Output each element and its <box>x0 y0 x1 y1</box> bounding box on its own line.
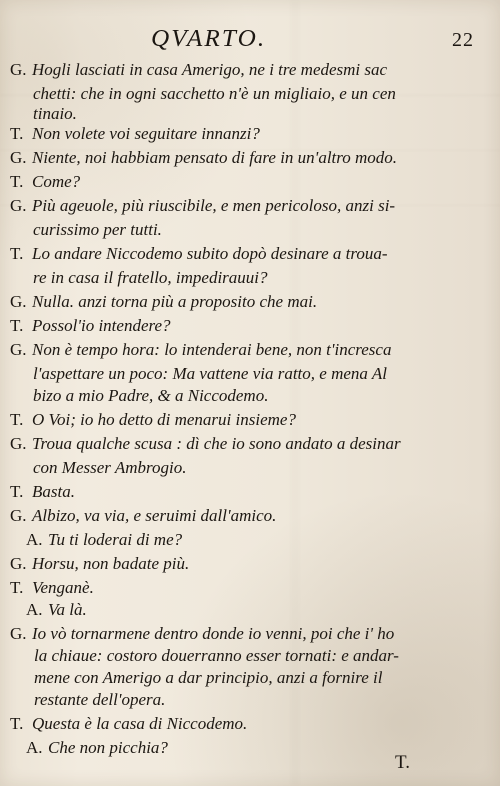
dialogue-line <box>10 196 470 216</box>
dialogue-line <box>10 60 470 80</box>
dialogue-line <box>10 434 470 454</box>
speaker-label: T. <box>10 124 24 143</box>
line-text: chetti: che in ogni sacchetto n'è un migliaio, e un cen <box>33 84 396 103</box>
line-text: Horsu, non badate più. <box>32 554 190 573</box>
speaker-label: T. <box>10 714 24 733</box>
dialogue-line <box>33 458 493 478</box>
dialogue-line <box>10 410 470 430</box>
speaker-label: T. <box>10 244 24 263</box>
dialogue-line <box>26 530 486 550</box>
line-text: Albizo, va via, e seruimi dall'amico. <box>32 506 277 525</box>
speaker-label: T. <box>10 578 24 597</box>
line-text: Hogli lasciati in casa Amerigo, ne i tre medesmi sac <box>32 60 388 79</box>
line-text: mene con Amerigo a dar principio, anzi a fornire il <box>34 668 383 687</box>
dialogue-line <box>10 148 470 168</box>
speaker-label: A. <box>26 600 43 619</box>
dialogue-line <box>10 172 470 192</box>
speaker-label: A. <box>26 738 43 757</box>
line-text: bizo a mio Padre, & a Niccodemo. <box>33 386 269 405</box>
line-text: Che non picchia? <box>48 738 168 757</box>
speaker-label: T. <box>10 410 24 429</box>
dialogue-line <box>33 220 493 240</box>
line-text: Basta. <box>32 482 75 501</box>
line-text: la chiaue: costoro douerranno esser tornati: e andar- <box>34 646 399 665</box>
speaker-label: G. <box>10 554 27 573</box>
line-text: Niente, noi habbiam pensato di fare in un'altro modo. <box>32 148 398 167</box>
line-text: con Messer Ambrogio. <box>33 458 187 477</box>
dialogue-line <box>34 668 494 688</box>
page-number: 22 <box>452 29 474 51</box>
speaker-label: G. <box>10 148 27 167</box>
line-text: Questa è la casa di Niccodemo. <box>32 714 248 733</box>
line-text: Come? <box>32 172 81 191</box>
line-text: Troua qualche scusa : dì che io sono andato a desinar <box>32 434 401 453</box>
speaker-label: G. <box>10 506 27 525</box>
line-text: Io vò tornarmene dentro donde io venni, poi che i' ho <box>32 624 395 643</box>
dialogue-line <box>34 646 494 666</box>
dialogue-line <box>10 244 470 264</box>
line-text: Non è tempo hora: lo intenderai bene, non t'incresca <box>32 340 392 359</box>
dialogue-line <box>10 316 470 336</box>
dialogue-line <box>10 506 470 526</box>
speaker-label: G. <box>10 60 27 79</box>
dialogue-line <box>10 124 470 144</box>
catchword: T. <box>395 752 410 773</box>
dialogue-line <box>34 690 494 710</box>
dialogue-line <box>10 578 470 598</box>
dialogue-line <box>10 292 470 312</box>
running-title: QVARTO. <box>151 26 267 52</box>
line-text: Lo andare Niccodemo subito dopò desinare a troua- <box>32 244 388 263</box>
line-text: Nulla. anzi torna più a proposito che mai. <box>32 292 318 311</box>
line-text: Tu ti loderai di me? <box>48 530 183 549</box>
dialogue-line <box>26 600 486 620</box>
line-text: O Voi; io ho detto di menarui insieme? <box>32 410 296 429</box>
speaker-label: G. <box>10 196 27 215</box>
speaker-label: A. <box>26 530 43 549</box>
speaker-label: G. <box>10 624 27 643</box>
dialogue-line <box>10 554 470 574</box>
dialogue-line <box>10 340 470 360</box>
dialogue-line <box>33 268 493 288</box>
line-text: tinaio. <box>33 104 77 123</box>
line-text: Possol'io intendere? <box>32 316 171 335</box>
speaker-label: T. <box>10 316 24 335</box>
dialogue-line <box>26 738 486 758</box>
dialogue-line <box>33 386 493 406</box>
dialogue-line <box>33 104 493 124</box>
line-text: restante dell'opera. <box>34 690 166 709</box>
dialogue-line <box>33 364 493 384</box>
speaker-label: T. <box>10 482 24 501</box>
line-text: Va là. <box>48 600 87 619</box>
speaker-label: G. <box>10 292 27 311</box>
line-text: curissimo per tutti. <box>33 220 162 239</box>
dialogue-line <box>33 84 493 104</box>
line-text: Venganè. <box>32 578 94 597</box>
line-text: re in casa il fratello, impedirauui? <box>33 268 268 287</box>
line-text: Più ageuole, più riuscibile, e men pericoloso, anzi si- <box>32 196 396 215</box>
dialogue-line <box>10 714 470 734</box>
line-text: l'aspettare un poco: Ma vattene via ratto, e mena Al <box>33 364 387 383</box>
line-text: Non volete voi seguitare innanzi? <box>32 124 260 143</box>
speaker-label: T. <box>10 172 24 191</box>
dialogue-line <box>10 624 470 644</box>
speaker-label: G. <box>10 340 27 359</box>
speaker-label: G. <box>10 434 27 453</box>
dialogue-line <box>10 482 470 502</box>
